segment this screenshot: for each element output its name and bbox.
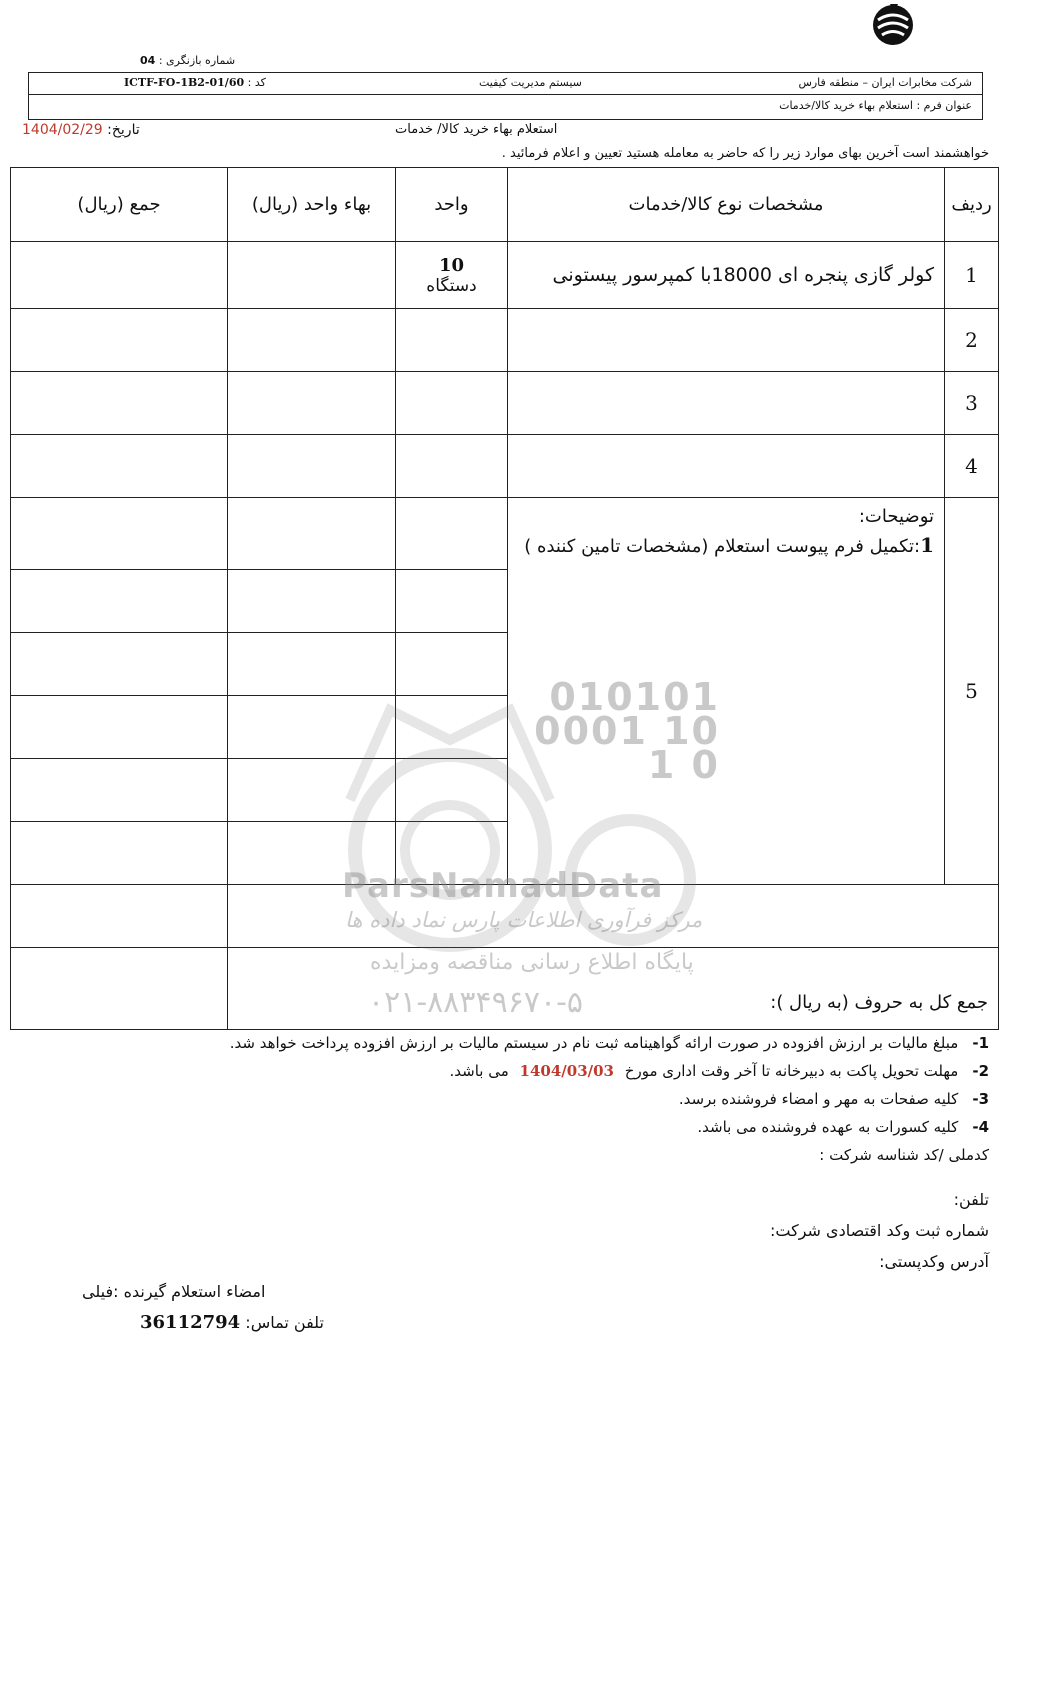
row-qty: 10 bbox=[438, 254, 465, 276]
row-number: 3 bbox=[945, 372, 999, 435]
table-row bbox=[11, 435, 999, 498]
row-unit-label: دستگاه bbox=[426, 275, 477, 296]
total-in-words[interactable]: جمع کل به حروف (به ریال ): bbox=[228, 948, 999, 1030]
table-row bbox=[11, 498, 999, 570]
watermark-line2: پایگاه اطلاع رسانی مناقصه ومزایده bbox=[370, 950, 694, 975]
row-unit-price[interactable] bbox=[228, 498, 396, 570]
row-number: 2 bbox=[945, 309, 999, 372]
watermark-brand: ParsNamadData bbox=[342, 866, 664, 906]
row-spec[interactable] bbox=[508, 309, 945, 372]
signature-label: امضاء استعلام گیرنده :فیلی bbox=[82, 1282, 266, 1301]
row-unit[interactable] bbox=[396, 372, 508, 435]
registration-field[interactable]: شماره ثبت وکد اقتصادی شرکت: bbox=[770, 1221, 989, 1240]
national-id-field[interactable]: کدملی /کد شناسه شرکت : bbox=[819, 1146, 989, 1164]
row-total[interactable] bbox=[11, 570, 228, 633]
form-code: کد : ICTF-FO-1B2-01/60 bbox=[124, 76, 266, 89]
company-logo-icon bbox=[868, 2, 918, 48]
inquiry-title: استعلام بهاء خرید کالا/ خدمات bbox=[395, 122, 558, 137]
header-unit: واحد bbox=[396, 168, 508, 242]
table-header-row bbox=[11, 168, 999, 242]
total-blank bbox=[11, 948, 228, 1030]
phone-field[interactable]: تلفن: bbox=[953, 1190, 989, 1209]
row-total[interactable] bbox=[11, 759, 228, 822]
table-row bbox=[11, 309, 999, 372]
row-unit-price[interactable] bbox=[228, 309, 396, 372]
note-item: 3-کلیه صفحات به مهر و امضاء فروشنده برسد. bbox=[678, 1090, 989, 1108]
notes-title: توضیحات: bbox=[858, 506, 934, 527]
date: تاریخ: 1404/02/29 bbox=[22, 122, 140, 138]
row-unit[interactable] bbox=[396, 309, 508, 372]
row-unit bbox=[396, 242, 508, 309]
row-total[interactable] bbox=[11, 498, 228, 570]
row-spec[interactable] bbox=[508, 435, 945, 498]
quality-system: سیستم مدیریت کیفیت bbox=[479, 76, 582, 89]
row-unit[interactable] bbox=[396, 498, 508, 570]
note-item: 1:تکمیل فرم پیوست استعلام (مشخصات تامین کننده ) bbox=[524, 533, 934, 557]
row-number: 1 bbox=[945, 242, 999, 309]
header-total: جمع (ریال) bbox=[11, 168, 228, 242]
company-name: شرکت مخابرات ایران – منطقه فارس bbox=[798, 76, 972, 89]
header-unit-price: بهاء واحد (ریال) bbox=[228, 168, 396, 242]
deadline-date: 1404/03/03 bbox=[519, 1062, 614, 1080]
row-number: 4 bbox=[945, 435, 999, 498]
header-row-num: ردیف bbox=[945, 168, 999, 242]
row-total[interactable] bbox=[11, 822, 228, 885]
watermark-line1: مرکز فرآوری اطلاعات پارس نماد داده ها bbox=[345, 908, 703, 932]
watermark-digits: 010101 0001 10 1 0 bbox=[534, 675, 720, 787]
note-item: 4-کلیه کسورات به عهده فروشنده می باشد. bbox=[697, 1118, 989, 1136]
row-unit-price[interactable] bbox=[228, 570, 396, 633]
row-total[interactable] bbox=[11, 435, 228, 498]
row-total[interactable] bbox=[11, 309, 228, 372]
table-row bbox=[11, 372, 999, 435]
form-title: عنوان فرم : استعلام بهاء خرید کالا/خدمات bbox=[779, 99, 972, 112]
row-total[interactable] bbox=[11, 242, 228, 309]
row-unit-price[interactable] bbox=[228, 372, 396, 435]
request-text: خواهشمند است آخرین بهای موارد زیر را که حاضر به معامله هستید تعیین و اعلام فرمائید . bbox=[501, 146, 989, 161]
table-row bbox=[11, 242, 999, 309]
row-total[interactable] bbox=[11, 696, 228, 759]
row-number: 5 bbox=[945, 498, 999, 885]
row-unit-price[interactable] bbox=[228, 242, 396, 309]
subtotal-value[interactable] bbox=[11, 885, 228, 948]
row-unit-price[interactable] bbox=[228, 435, 396, 498]
row-unit[interactable] bbox=[396, 435, 508, 498]
row-unit[interactable] bbox=[396, 570, 508, 633]
revision-number: شماره بازنگری : 04 bbox=[140, 54, 236, 67]
contact-phone: تلفن تماس: 36112794 bbox=[140, 1312, 324, 1333]
note-item: 1-مبلغ مالیات بر ارزش افزوده در صورت ارائه گواهینامه ثبت نام در سیستم مالیات بر ارزش افزوده پرداخت خواهد شد. bbox=[229, 1034, 989, 1052]
row-spec: کولر گازی پنجره ای 18000با کمپرسور پیستونی bbox=[508, 242, 945, 309]
row-total[interactable] bbox=[11, 372, 228, 435]
address-field[interactable]: آدرس وکدپستی: bbox=[879, 1252, 989, 1271]
watermark-phone: ۰۲۱-۸۸۳۴۹۶۷۰-۵ bbox=[368, 985, 584, 1020]
header-spec: مشخصات نوع کالا/خدمات bbox=[508, 168, 945, 242]
row-total[interactable] bbox=[11, 633, 228, 696]
row-spec[interactable] bbox=[508, 372, 945, 435]
header-box bbox=[28, 72, 983, 120]
note-item: 2-مهلت تحویل پاکت به دبیرخانه تا آخر وقت اداری مورخ 1404/03/03 می باشد. bbox=[449, 1062, 989, 1080]
